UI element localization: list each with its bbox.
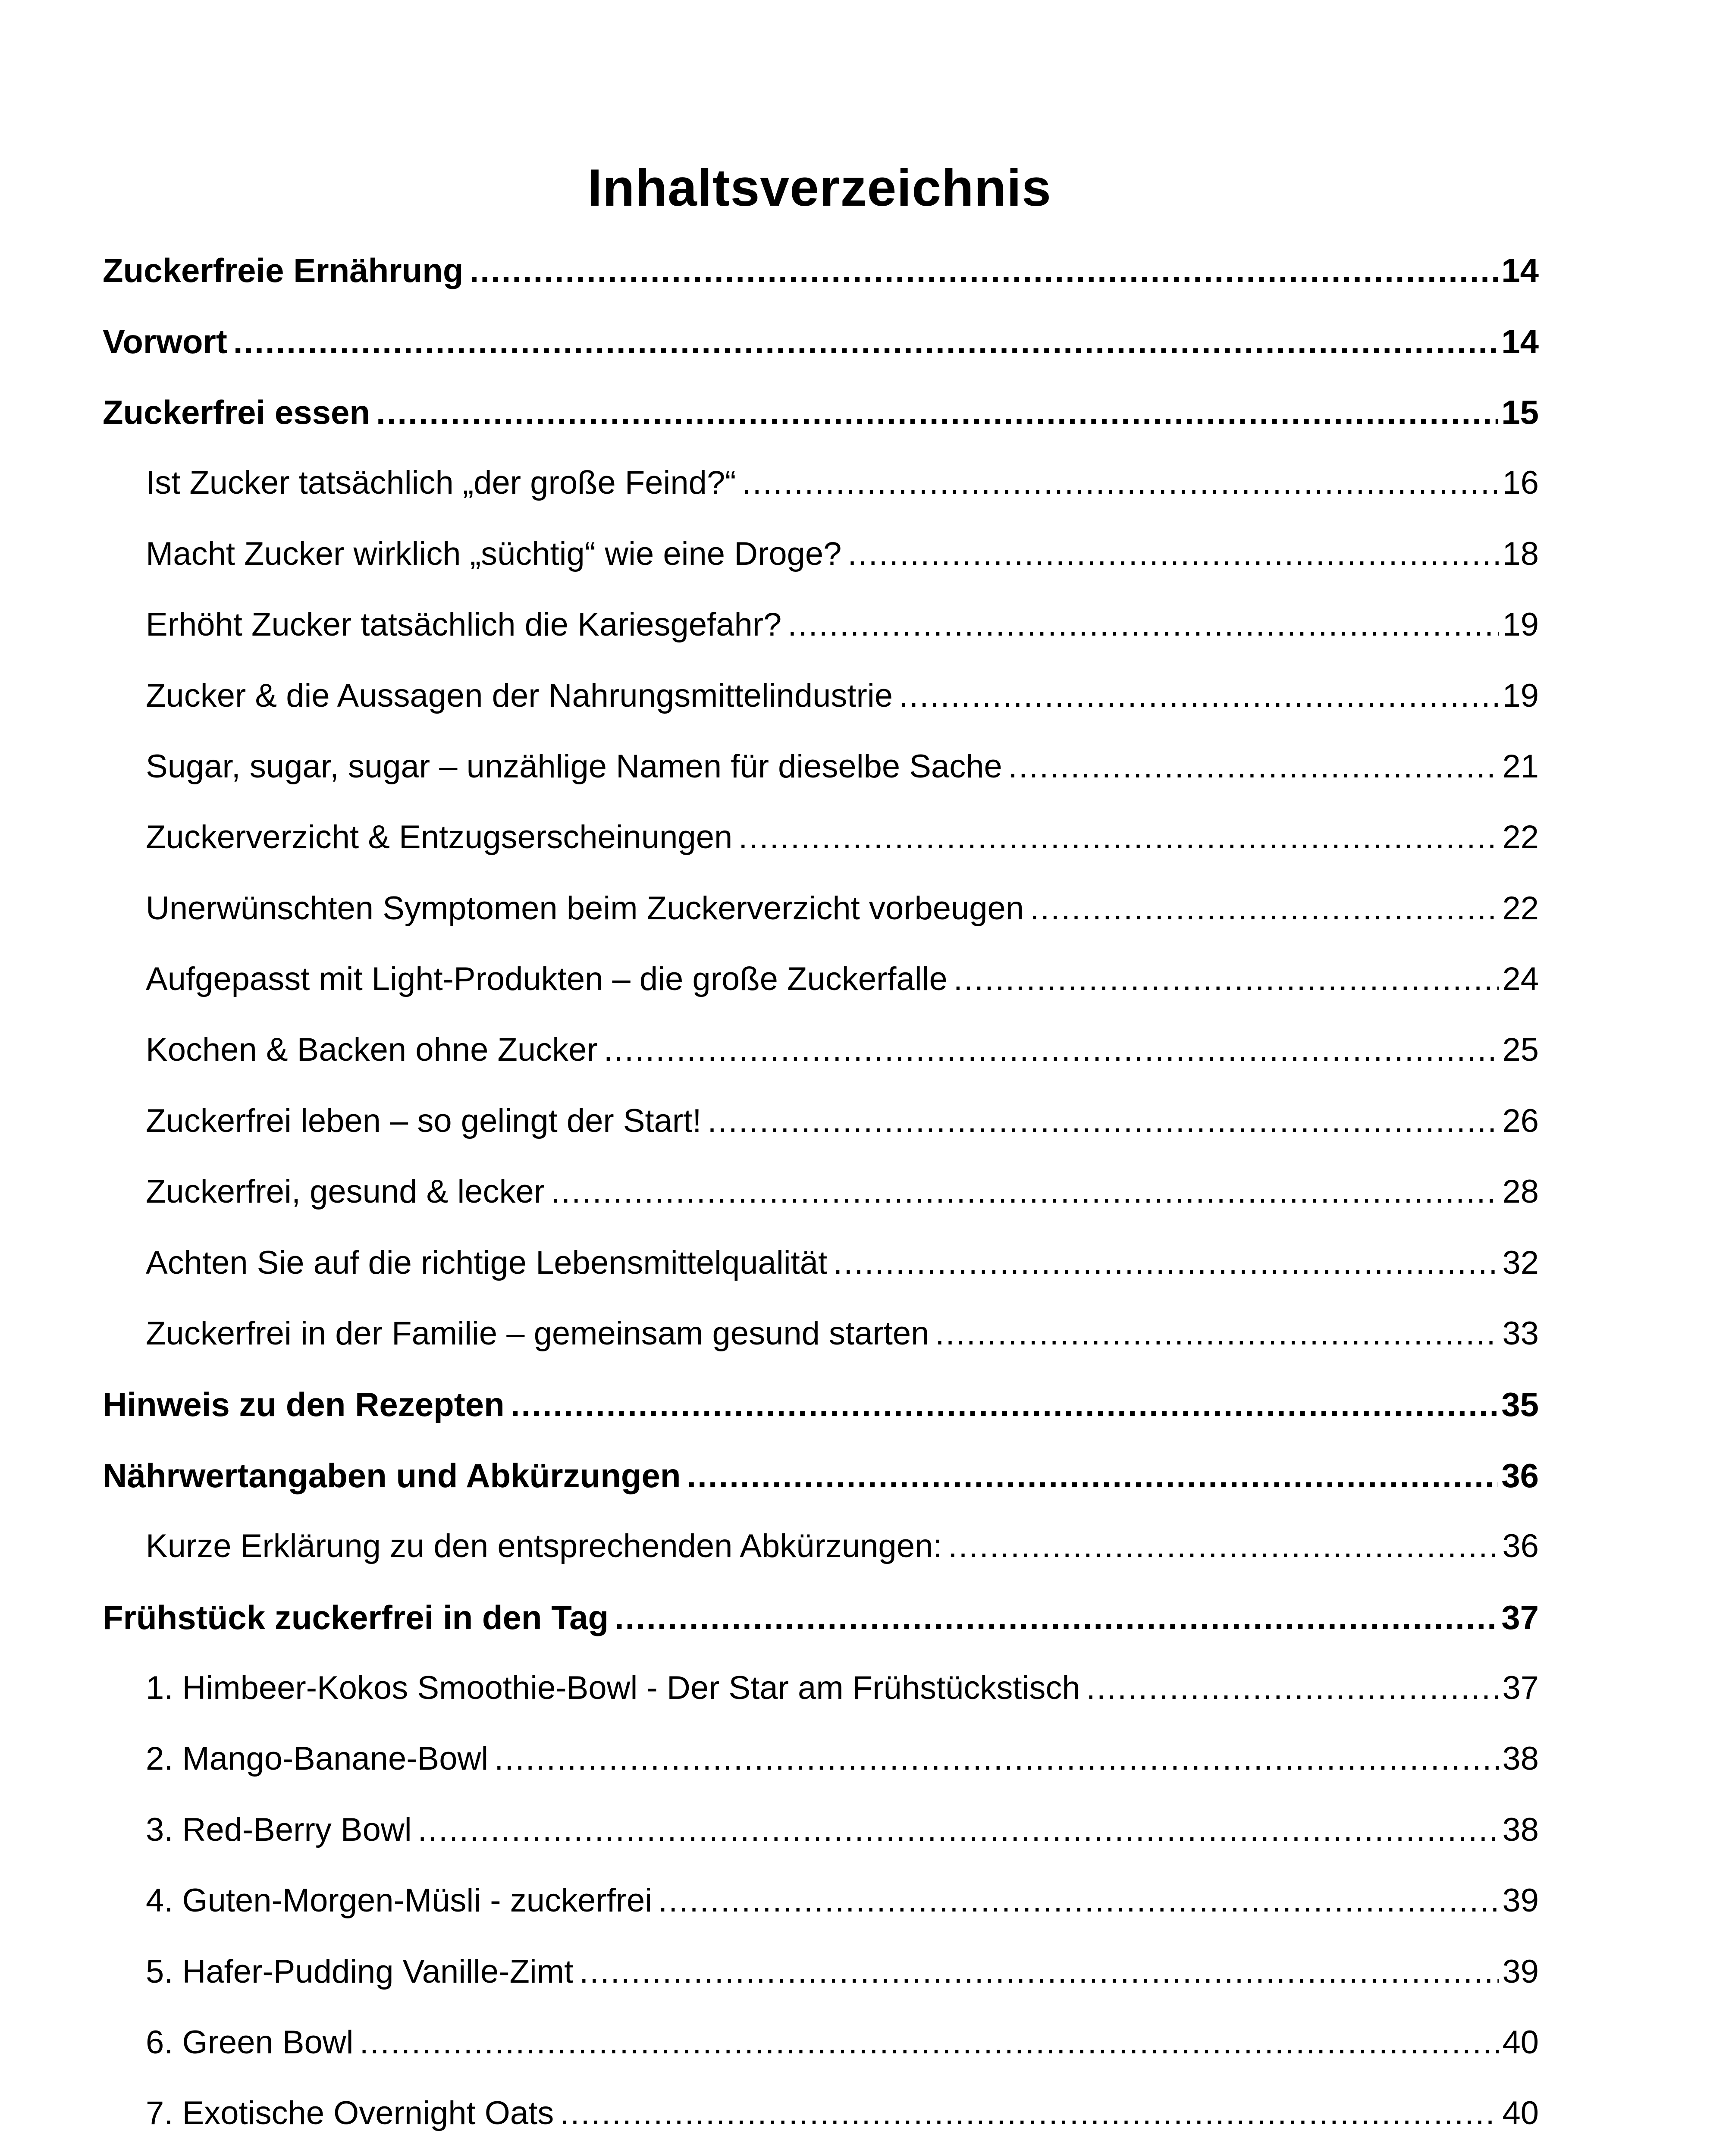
toc-entry-title: 2. Mango-Banane-Bowl [146,1740,489,1777]
toc-entry-title: Zuckerfrei essen [103,393,370,431]
toc-entry[interactable] [103,944,1539,1015]
toc-entry-page-number: 40 [1502,2024,1539,2061]
toc-entry-title: Vorwort [103,322,227,360]
toc-entry-page-number: 39 [1502,1882,1539,1919]
toc-entry-title: Zuckerfreie Ernährung [103,251,464,290]
toc-entry[interactable] [103,1936,1539,2007]
toc-entry-page-number: 14 [1501,322,1539,360]
toc-entry[interactable] [103,448,1539,518]
toc-entry[interactable] [103,2078,1539,2149]
toc-entry-page-number: 22 [1502,819,1539,856]
toc-entry-page-number: 19 [1502,606,1539,643]
dot-leader [954,958,1499,1001]
dot-leader [604,1028,1499,1072]
dot-leader [935,1312,1499,1355]
toc-entry[interactable] [103,1795,1539,1865]
toc-entry-page-number: 26 [1502,1102,1539,1139]
toc-entry-page-number: 37 [1501,1598,1539,1636]
toc-entry-page-number: 18 [1502,535,1539,572]
toc-entry[interactable] [103,1582,1539,1652]
toc-entry[interactable] [103,377,1539,448]
toc-entry-title: Zuckerfrei leben – so gelingt der Start! [146,1102,702,1139]
toc-entry-title: Hinweis zu den Rezepten [103,1385,505,1424]
toc-entry-title: Zuckerfrei, gesund & lecker [146,1173,545,1210]
toc-entry[interactable] [103,1724,1539,1794]
toc-entry[interactable] [103,1865,1539,1936]
toc-entry[interactable] [103,1369,1539,1440]
dot-leader [579,1950,1499,1993]
toc-entry-title: Aufgepasst mit Light-Produkten – die große Zuckerfalle [146,961,948,998]
toc-entry[interactable] [103,2007,1539,2078]
dot-leader [948,1525,1499,1568]
toc-entry-page-number: 15 [1501,393,1539,431]
toc-entry[interactable] [103,1298,1539,1369]
dot-leader [1008,745,1499,788]
dot-leader [833,1241,1499,1285]
toc-entry-title: Ist Zucker tatsächlich „der große Feind?“ [146,464,736,501]
toc-entry-title: Zucker & die Aussagen der Nahrungsmittelindustrie [146,677,893,714]
toc-entry-title: 1. Himbeer-Kokos Smoothie-Bowl - Der Star am Frühstückstisch [146,1670,1080,1706]
toc-entry-title: 5. Hafer-Pudding Vanille-Zimt [146,1953,574,1990]
dot-leader [742,461,1499,505]
toc-entry-page-number: 40 [1502,2095,1539,2132]
dot-leader [551,1170,1499,1213]
toc-entry[interactable] [103,1015,1539,1085]
toc-entry[interactable] [103,1156,1539,1227]
toc-entry[interactable] [103,1511,1539,1582]
dot-leader [360,2021,1499,2064]
toc-entry[interactable] [103,660,1539,731]
toc-entry-page-number: 14 [1501,251,1539,290]
toc-entry-title: Zuckerfrei in der Familie – gemeinsam gesund starten [146,1315,929,1352]
toc-entry[interactable] [103,589,1539,660]
toc-entry-page-number: 38 [1502,1740,1539,1777]
dot-leader [470,249,1498,292]
toc-entry[interactable] [103,306,1539,376]
toc-entry-page-number: 25 [1502,1031,1539,1069]
toc-entry-page-number: 19 [1502,677,1539,714]
dot-leader [738,816,1499,859]
toc-entry-title: Erhöht Zucker tatsächlich die Kariesgefahr? [146,606,782,643]
toc-entry-title: 6. Green Bowl [146,2024,354,2061]
toc-entry-page-number: 16 [1502,464,1539,501]
toc-entry[interactable] [103,1086,1539,1156]
dot-leader [847,533,1499,576]
toc-entry[interactable] [103,731,1539,802]
toc-entry[interactable] [103,1440,1539,1511]
dot-leader [1086,1667,1499,1710]
dot-leader [615,1596,1498,1639]
dot-leader [687,1454,1498,1497]
toc-entry[interactable] [103,2149,1539,2156]
dot-leader [511,1383,1498,1426]
toc-entry-page-number: 33 [1502,1315,1539,1352]
toc-entry-page-number: 28 [1502,1173,1539,1210]
dot-leader [707,1100,1499,1143]
toc-entry-page-number: 24 [1502,961,1539,998]
dot-leader [494,1737,1499,1780]
toc-entry[interactable] [103,1653,1539,1724]
toc-entry-title: Zuckerverzicht & Entzugserscheinungen [146,819,733,856]
table-of-contents [103,235,1539,2156]
toc-entry-page-number: 37 [1502,1670,1539,1706]
dot-leader [376,391,1498,434]
toc-entry[interactable] [103,235,1539,306]
dot-leader [1030,887,1499,930]
dot-leader [899,674,1499,718]
page-title: Inhaltsverzeichnis [587,158,1051,217]
toc-entry-title: Frühstück zuckerfrei in den Tag [103,1598,609,1636]
toc-entry-title: 7. Exotische Overnight Oats [146,2095,554,2132]
toc-entry-title: Kurze Erklärung zu den entsprechenden Abkürzungen: [146,1528,942,1565]
toc-entry-title: Sugar, sugar, sugar – unzählige Namen für dieselbe Sache [146,748,1002,785]
toc-entry-page-number: 32 [1502,1244,1539,1281]
toc-entry-title: Nährwertangaben und Abkürzungen [103,1456,681,1495]
toc-entry-title: 3. Red-Berry Bowl [146,1811,412,1848]
toc-entry-title: Unerwünschten Symptomen beim Zuckerverzicht vorbeugen [146,890,1024,927]
toc-entry-page-number: 38 [1502,1811,1539,1848]
toc-entry-title: Kochen & Backen ohne Zucker [146,1031,598,1069]
dot-leader [233,320,1498,363]
toc-entry-page-number: 36 [1502,1528,1539,1565]
toc-entry[interactable] [103,519,1539,589]
dot-leader [418,1808,1499,1852]
dot-leader [658,1879,1499,1922]
dot-leader [560,2092,1499,2135]
dot-leader [788,603,1499,646]
toc-entry[interactable] [103,802,1539,873]
toc-entry-page-number: 22 [1502,890,1539,927]
toc-entry-page-number: 35 [1501,1385,1539,1424]
toc-entry-title: 4. Guten-Morgen-Müsli - zuckerfrei [146,1882,653,1919]
toc-entry-title: Achten Sie auf die richtige Lebensmittelqualität [146,1244,828,1281]
toc-entry-page-number: 21 [1502,748,1539,785]
toc-entry[interactable] [103,1227,1539,1298]
toc-entry-title: Macht Zucker wirklich „süchtig“ wie eine Droge? [146,535,842,572]
toc-entry[interactable] [103,873,1539,944]
toc-entry-page-number: 36 [1501,1456,1539,1495]
toc-entry-page-number: 39 [1502,1953,1539,1990]
